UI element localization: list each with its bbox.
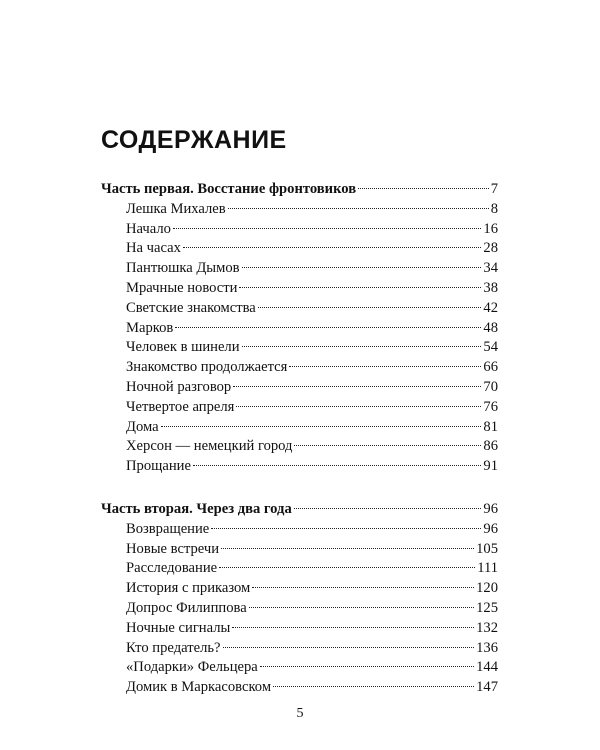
dot-leader xyxy=(236,406,481,407)
dot-leader xyxy=(239,287,481,288)
chapter-title: Знакомство продолжается xyxy=(126,359,288,376)
toc-entry xyxy=(101,418,498,438)
chapter-title: Ночной разговор xyxy=(126,378,232,395)
dot-leader xyxy=(219,567,475,568)
toc-entry xyxy=(101,259,498,279)
dot-leader xyxy=(173,228,481,229)
chapter-page: 16 xyxy=(483,220,498,237)
dot-leader xyxy=(242,346,482,347)
chapter-page: 34 xyxy=(483,260,498,277)
chapter-title: «Подарки» Фельцера xyxy=(126,659,258,676)
chapter-title: Кто предатель? xyxy=(126,639,221,656)
toc-entry xyxy=(101,520,498,540)
toc-entry xyxy=(101,678,498,698)
chapter-page: 42 xyxy=(483,299,498,316)
toc-entry xyxy=(101,437,498,457)
dot-leader xyxy=(175,327,481,328)
page-number: 5 xyxy=(296,706,304,721)
chapter-page: 8 xyxy=(490,200,498,217)
toc-part-2 xyxy=(101,500,498,698)
toc-entry xyxy=(101,599,498,619)
chapter-page: 105 xyxy=(476,540,498,557)
dot-leader xyxy=(193,465,481,466)
toc-entry xyxy=(101,358,498,378)
toc-entry xyxy=(101,200,498,220)
dot-leader xyxy=(294,445,481,446)
chapter-title: Херсон — немецкий город xyxy=(126,438,293,455)
toc-entry xyxy=(101,299,498,319)
chapter-page: 66 xyxy=(483,359,498,376)
part-title: Часть вторая. Через два года xyxy=(101,501,292,517)
dot-leader xyxy=(294,508,482,509)
chapter-page: 132 xyxy=(476,619,498,636)
chapter-title: Прощание xyxy=(126,458,191,475)
dot-leader xyxy=(242,267,482,268)
chapter-title: Человек в шинели xyxy=(126,339,240,356)
chapter-title: Расследование xyxy=(126,560,218,577)
chapter-page: 120 xyxy=(476,580,498,597)
chapter-page: 91 xyxy=(483,458,498,475)
toc-entry xyxy=(101,279,498,299)
chapter-title: Начало xyxy=(126,220,171,237)
dot-leader xyxy=(221,548,474,549)
chapter-title: На часах xyxy=(126,240,181,257)
toc-entry xyxy=(101,378,498,398)
chapter-page: 76 xyxy=(483,398,498,415)
dot-leader xyxy=(223,647,475,648)
toc-part-heading xyxy=(101,500,498,520)
chapter-page: 54 xyxy=(483,339,498,356)
toc-entry xyxy=(101,338,498,358)
chapter-title: Возвращение xyxy=(126,520,210,537)
chapter-title: Ночные сигналы xyxy=(126,619,231,636)
dot-leader xyxy=(249,607,474,608)
chapter-title: Мрачные новости xyxy=(126,279,238,296)
chapter-page: 38 xyxy=(483,279,498,296)
dot-leader xyxy=(161,426,482,427)
toc-entry xyxy=(101,220,498,240)
toc-entry xyxy=(101,639,498,659)
chapter-title: Дома xyxy=(126,418,159,435)
dot-leader xyxy=(289,366,481,367)
toc-entry xyxy=(101,658,498,678)
page-title: СОДЕРЖАНИЕ xyxy=(101,126,287,154)
chapter-page: 86 xyxy=(483,438,498,455)
chapter-title: История с приказом xyxy=(126,580,251,597)
dot-leader xyxy=(258,307,482,308)
chapter-title: Допрос Филиппова xyxy=(126,599,247,616)
chapter-title: Пантюшка Дымов xyxy=(126,260,240,277)
chapter-page: 70 xyxy=(483,378,498,395)
part-title: Часть первая. Восстание фронтовиков xyxy=(101,181,357,197)
dot-leader xyxy=(260,666,474,667)
chapter-page: 96 xyxy=(483,520,498,537)
toc-entry xyxy=(101,239,498,259)
toc-entry xyxy=(101,579,498,599)
dot-leader xyxy=(183,247,481,248)
dot-leader xyxy=(228,208,489,209)
toc-entry xyxy=(101,619,498,639)
chapter-page: 125 xyxy=(476,599,498,616)
chapter-title: Марков xyxy=(126,319,174,336)
toc-entry xyxy=(101,540,498,560)
chapter-title: Домик в Маркасовском xyxy=(126,679,272,696)
chapter-title: Лешка Михалев xyxy=(126,200,226,217)
chapter-title: Светские знакомства xyxy=(126,299,256,316)
dot-leader xyxy=(232,627,474,628)
toc-entry xyxy=(101,398,498,418)
chapter-page: 28 xyxy=(483,240,498,257)
part-page: 96 xyxy=(483,501,498,517)
toc-entry xyxy=(101,559,498,579)
dot-leader xyxy=(233,386,481,387)
dot-leader xyxy=(358,188,489,189)
dot-leader xyxy=(211,528,481,529)
toc-entry xyxy=(101,319,498,339)
toc-part-1 xyxy=(101,180,498,477)
chapter-page: 81 xyxy=(483,418,498,435)
chapter-page: 147 xyxy=(476,679,498,696)
dot-leader xyxy=(273,686,474,687)
chapter-page: 136 xyxy=(476,639,498,656)
dot-leader xyxy=(252,587,474,588)
chapter-page: 144 xyxy=(476,659,498,676)
part-page: 7 xyxy=(490,181,498,197)
chapter-page: 48 xyxy=(483,319,498,336)
chapter-title: Четвертое апреля xyxy=(126,398,235,415)
chapter-title: Новые встречи xyxy=(126,540,220,557)
toc-part-heading xyxy=(101,180,498,200)
toc-entry xyxy=(101,457,498,477)
chapter-page: 111 xyxy=(477,560,498,577)
